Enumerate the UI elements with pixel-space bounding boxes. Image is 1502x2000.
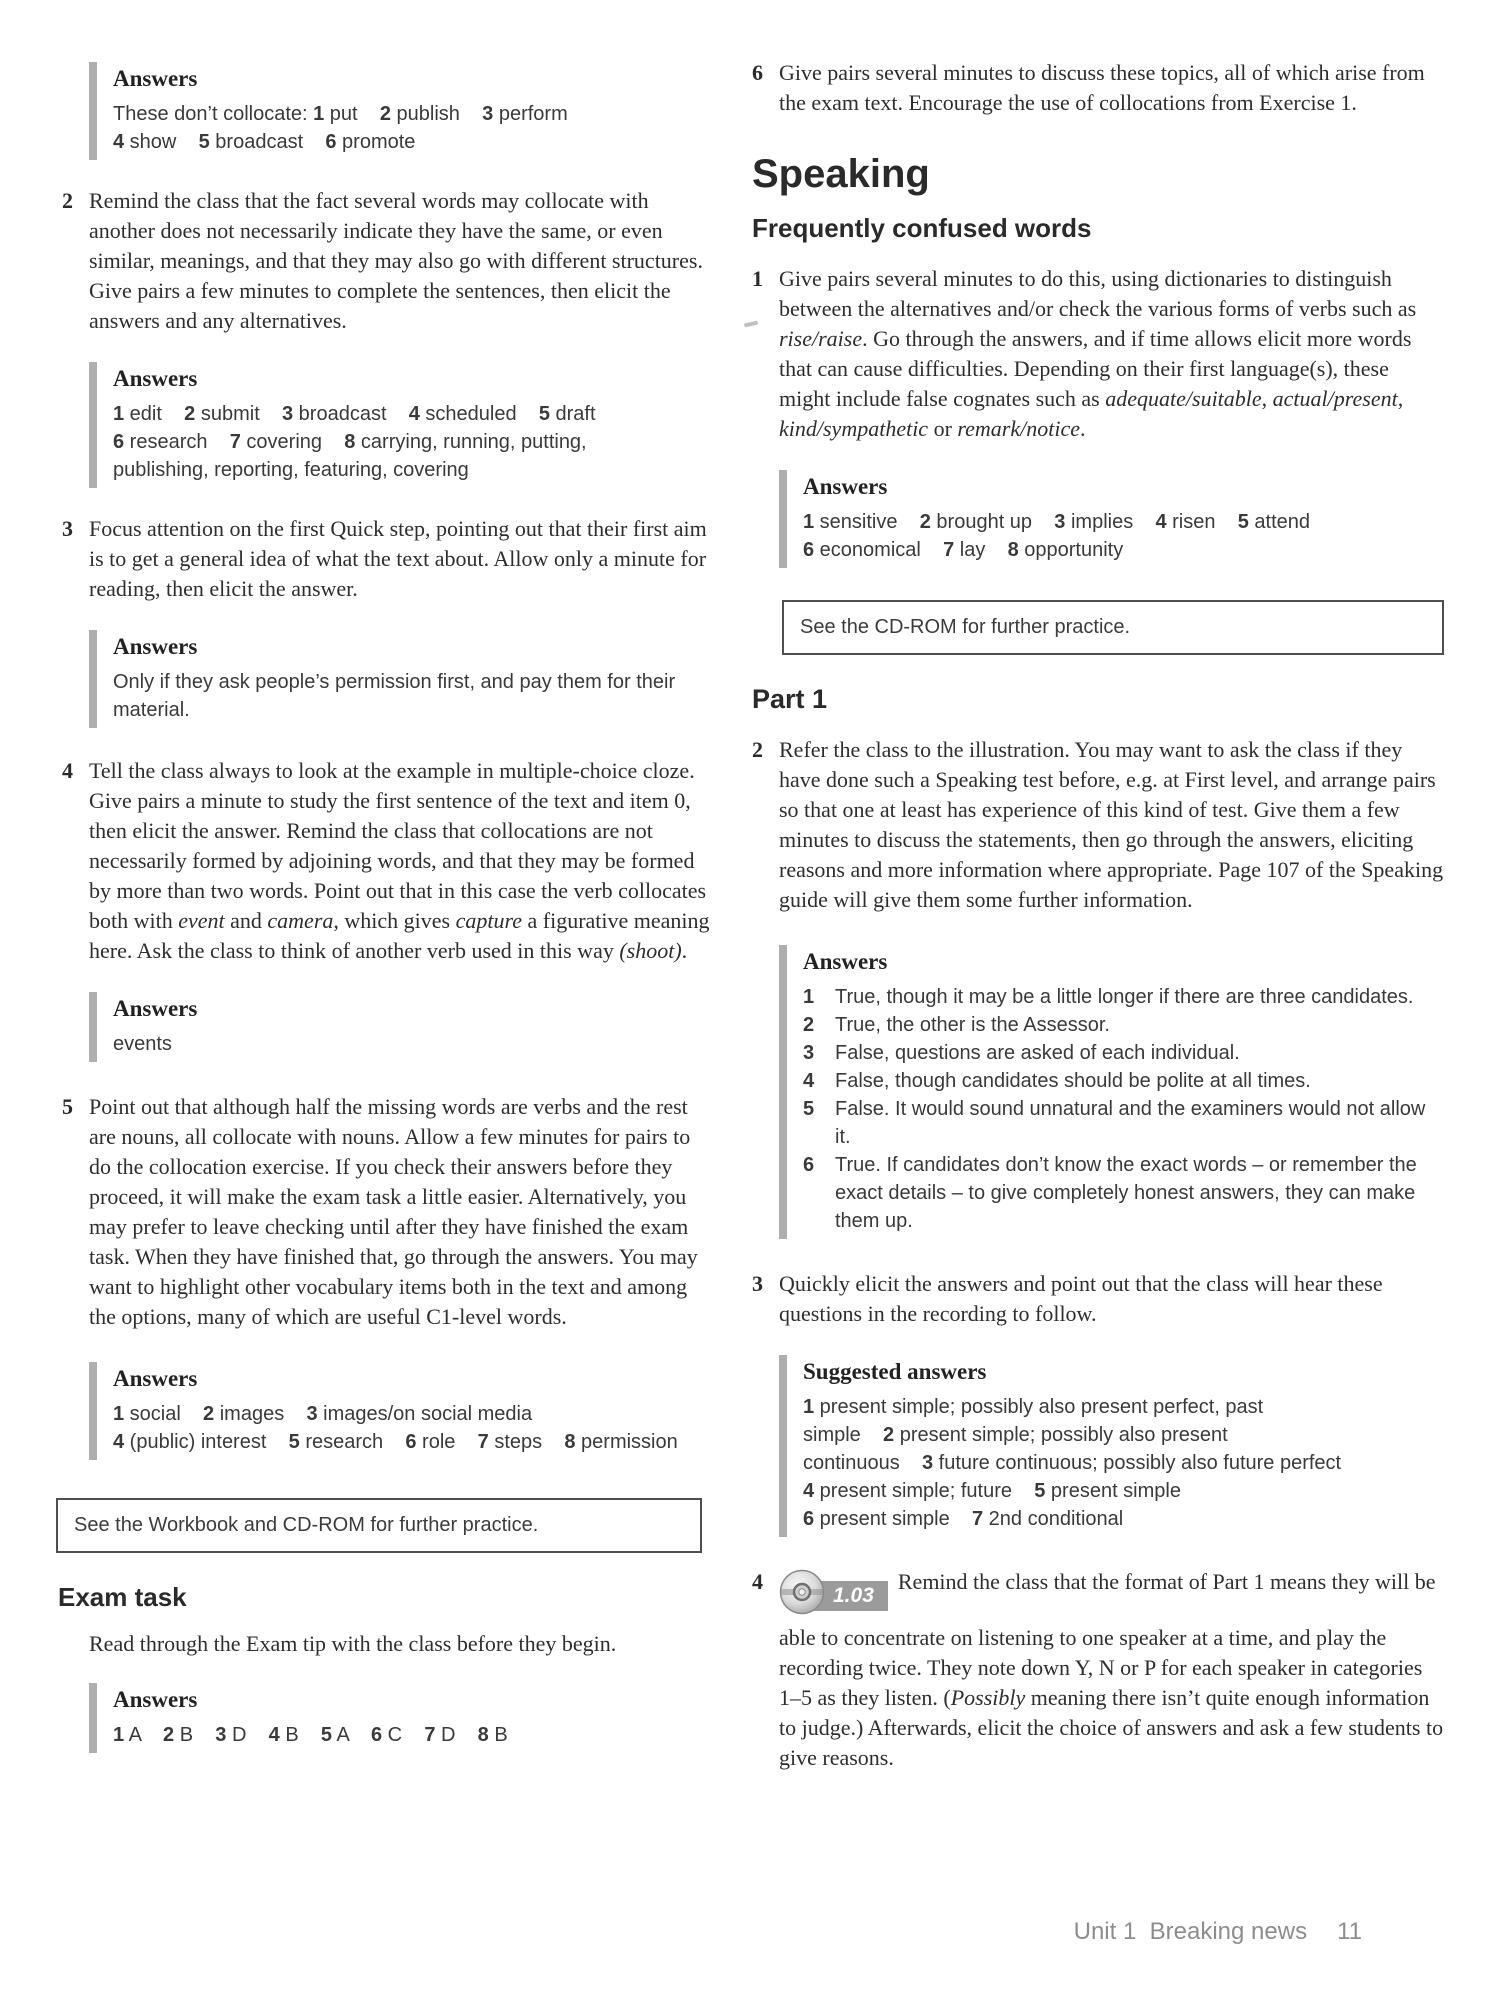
page-footer — [1074, 1918, 1362, 1946]
answers-box — [89, 62, 710, 160]
answers-box-title: Suggested answers — [803, 1359, 987, 1384]
answer-text: False. It would sound unnatural and the examiners would not allow it. — [835, 1098, 1426, 1148]
step-text — [89, 514, 710, 604]
text-run: (public) interest — [124, 1431, 289, 1453]
text-run: present simple — [814, 1508, 972, 1530]
text-run: 1 — [803, 511, 815, 533]
answer-line — [113, 428, 710, 456]
step-text — [779, 1269, 1444, 1329]
answer-line — [803, 536, 1444, 564]
text-run: C — [382, 1724, 425, 1746]
text-run: attend — [1248, 511, 1310, 533]
text-run: implies — [1065, 511, 1156, 533]
text-run: promote — [336, 131, 416, 153]
answer-list-item — [803, 983, 1444, 1011]
answers-box-body — [113, 1030, 710, 1058]
step-number: 6 — [752, 60, 763, 85]
text-run: social — [124, 1403, 204, 1425]
step-text — [89, 756, 710, 966]
cd-icon — [779, 1569, 825, 1623]
section-heading-speaking: Speaking — [752, 152, 930, 196]
answers-box-title: Answers — [113, 1366, 198, 1391]
text-run: kind/sympathetic — [779, 416, 929, 441]
instruction-step — [752, 264, 1444, 444]
text-run: . — [1080, 416, 1086, 441]
further-practice-text: See the Workbook and CD-ROM for further practice. — [74, 1514, 539, 1536]
text-run: steps — [488, 1431, 565, 1453]
text-run: , which gives — [333, 908, 456, 933]
text-run: . Go through the answers, and if time allows elicit more words that can cause difficulties. Depending on their first language(s), these might include false cognates such as — [779, 326, 1412, 411]
audio-track-badge: 1.03 — [813, 1581, 888, 1611]
answers-box-title: Answers — [113, 66, 198, 91]
instruction-step — [752, 1567, 1444, 1773]
text-run: 7 — [229, 431, 241, 453]
text-run: submit — [195, 403, 282, 425]
instruction-step — [62, 1092, 710, 1332]
text-run: 6 — [803, 539, 815, 561]
answer-text: True. If candidates don’t know the exact words – or remember the exact details – to give completely honest answers, they can make them up. — [835, 1154, 1417, 1232]
text-run: , — [1397, 386, 1404, 411]
text-run: D — [226, 1724, 269, 1746]
text-run: 2 — [184, 403, 196, 425]
text-run: 4 — [113, 131, 125, 153]
answer-line — [113, 1428, 710, 1456]
text-run: 3 — [921, 1452, 934, 1474]
text-run: scheduled — [419, 403, 539, 425]
text-run: brought up — [930, 511, 1055, 533]
subsection-heading-confused-words: Frequently confused words — [752, 213, 1092, 243]
text-run: These don’t collocate: — [113, 103, 314, 125]
text-run: edit — [124, 403, 185, 425]
text-run: 6 — [370, 1724, 383, 1746]
answer-line — [803, 1505, 1444, 1533]
text-run: 5 — [538, 403, 550, 425]
further-practice-note — [782, 600, 1444, 655]
text-run: B — [174, 1724, 216, 1746]
text-run: 3 — [281, 403, 294, 425]
step-number: 2 — [752, 737, 763, 762]
answer-text: True, the other is the Assessor. — [835, 1014, 1110, 1036]
text-run: 5 — [288, 1431, 300, 1453]
answer-number: 4 — [803, 1070, 815, 1092]
answers-box-body — [113, 668, 710, 724]
answers-box-title: Answers — [803, 949, 888, 974]
text-run: future continuous; possibly also future perfect — [933, 1452, 1342, 1474]
step-text — [779, 58, 1444, 118]
text-run: capture — [455, 908, 522, 933]
instruction-step — [752, 58, 1444, 118]
answers-box — [89, 1362, 710, 1460]
answers-box-body — [113, 400, 710, 484]
footer-page-number: 11 — [1337, 1918, 1362, 1945]
text-run: present simple; future — [814, 1480, 1035, 1502]
text-run: Tell the class always to look at the example in multiple-choice cloze. Give pairs a minute to study the first sentence of the text and item 0, then elicit the answer. Remind the class that collocations are not necessarily formed by adjoining words, and that they may be formed by more than two words. Point out that in this case the verb collocates both with — [89, 758, 707, 933]
answer-line — [113, 128, 710, 156]
answer-list-item — [803, 1011, 1444, 1039]
text-run: broadcast — [209, 131, 326, 153]
text-run: images — [214, 1403, 307, 1425]
text-run: broadcast — [293, 403, 409, 425]
answer-line — [113, 400, 710, 428]
instruction-step — [62, 186, 710, 336]
answer-line — [803, 508, 1444, 536]
answer-line — [803, 1421, 1444, 1449]
step-number: 2 — [62, 188, 73, 213]
text-run: 3 — [1054, 511, 1066, 533]
text-run: research — [124, 431, 230, 453]
text-run: Quickly elicit the answers and point out that the class will hear these questions in the recording to follow. — [779, 1271, 1383, 1326]
answers-box-body — [113, 1721, 710, 1749]
text-run: Give pairs several minutes to do this, using dictionaries to distinguish between the alternatives and/or check the various forms of verbs such as — [779, 266, 1417, 321]
text-run: and — [224, 908, 268, 933]
text-run: images/on social media — [317, 1403, 533, 1425]
text-run: continuous — [803, 1452, 922, 1474]
answers-box — [89, 992, 710, 1062]
text-run: 8 — [564, 1431, 576, 1453]
text-run: 1 — [313, 103, 325, 125]
instruction-step — [62, 756, 710, 966]
text-run: present simple; possibly also present perfect, past — [814, 1396, 1264, 1418]
text-run: B — [279, 1724, 321, 1746]
text-run: Point out that although half the missing words are verbs and the rest are nouns, all collocate with nouns. Allow a few minutes for pairs to do the collocation exercise. If you check their answers before they proceed, it will make the exam task a little easier. Alternatively, you may prefer to leave checking until after they have finished the exam task. When they have finished that, go through the answers. You may want to highlight other vocabulary items both in the text and among the options, many of which are useful C1-level words. — [89, 1094, 698, 1329]
answers-box — [89, 362, 710, 488]
text-run: Remind the class that the fact several words may collocate with another does not necessarily indicate they have the same, or even similar, meanings, and that they may also go with different structures. Give pairs a few minutes to complete the sentences, then elicit the answers and any alternatives. — [89, 188, 703, 333]
text-run: a figurative meaning here. Ask the class to think of another verb used in this way — [89, 908, 710, 963]
answers-box-body — [803, 983, 1444, 1235]
instruction-step — [62, 514, 710, 604]
text-run: A — [124, 1724, 164, 1746]
audio-track-marker — [779, 1569, 888, 1623]
answers-box — [779, 470, 1444, 568]
answers-box-body — [803, 1393, 1444, 1533]
answer-list-item — [803, 1039, 1444, 1067]
answer-line — [803, 1449, 1444, 1477]
text-run: 5 — [198, 131, 210, 153]
step-number: 4 — [62, 758, 73, 783]
further-practice-text: See the CD-ROM for further practice. — [800, 616, 1131, 638]
text-run: events — [113, 1033, 172, 1055]
text-run: remark/notice — [957, 416, 1080, 441]
text-run: 8 — [477, 1724, 489, 1746]
text-run: lay — [954, 539, 1008, 561]
text-run: event — [178, 908, 225, 933]
text-run: adequate/suitable — [1105, 386, 1262, 411]
text-run: 1 — [113, 403, 125, 425]
text-run: 4 — [803, 1480, 815, 1502]
suggested-answers-box — [779, 1355, 1444, 1537]
text-run: 2nd conditional — [983, 1508, 1124, 1530]
answer-list-item — [803, 1067, 1444, 1095]
text-run: permission — [575, 1431, 678, 1453]
answer-line — [113, 456, 710, 484]
answer-line — [803, 1477, 1444, 1505]
text-run: risen — [1166, 511, 1238, 533]
text-run: 7 — [424, 1724, 436, 1746]
step-text — [779, 1567, 1444, 1773]
text-run: Refer the class to the illustration. You may want to ask the class if they have done such a Speaking test before, e.g. at First level, and arrange pairs so that one at least has experience of this kind of test. Give them a few minutes to discuss the statements, then go through the answers, eliciting reasons and more information where appropriate. Page 107 of the Speaking guide will give them some further information. — [779, 737, 1444, 912]
text-run: 8 — [344, 431, 356, 453]
answer-text: False, though candidates should be polite at all times. — [835, 1070, 1311, 1092]
text-run: A — [332, 1724, 371, 1746]
text-run: simple — [803, 1424, 884, 1446]
text-run: 5 — [1034, 1480, 1046, 1502]
text-run: 6 — [325, 131, 337, 153]
text-run: 2 — [919, 511, 931, 533]
text-run: rise/raise — [779, 326, 863, 351]
text-run: 8 — [1007, 539, 1019, 561]
exam-task-text: Read through the Exam tip with the class before they begin. — [89, 1631, 617, 1656]
step-text — [89, 1092, 710, 1332]
text-run: camera — [267, 908, 334, 933]
text-run: sensitive — [814, 511, 920, 533]
text-run: opportunity — [1018, 539, 1124, 561]
answer-number: 2 — [803, 1014, 815, 1036]
text-run: 7 — [477, 1431, 489, 1453]
text-run: 4 — [268, 1724, 280, 1746]
text-run: perform — [493, 103, 568, 125]
answer-line — [113, 1721, 710, 1749]
text-run: put — [324, 103, 380, 125]
text-run: role — [416, 1431, 478, 1453]
text-run: carrying, running, putting, — [355, 431, 587, 453]
further-practice-note — [56, 1498, 702, 1553]
text-run: 3 — [215, 1724, 227, 1746]
text-run: 2 — [883, 1424, 895, 1446]
step-text — [779, 264, 1444, 444]
text-run: 4 — [408, 403, 420, 425]
text-run: 3 — [306, 1403, 318, 1425]
text-run: 2 — [163, 1724, 175, 1746]
footer-unit-title: Breaking news — [1149, 1918, 1308, 1945]
answers-box-title: Answers — [113, 366, 198, 391]
text-run: publishing, reporting, featuring, covering — [113, 459, 469, 481]
step-number: 3 — [62, 516, 73, 541]
text-run: research — [299, 1431, 406, 1453]
answer-line — [113, 1400, 710, 1428]
text-run: 7 — [971, 1508, 984, 1530]
answers-box-title: Answers — [113, 1687, 198, 1712]
answer-number: 1 — [803, 986, 815, 1008]
text-run: 1 — [803, 1396, 815, 1418]
step-text — [89, 186, 710, 336]
exam-task-heading: Exam task — [58, 1582, 187, 1612]
text-run: show — [124, 131, 199, 153]
answer-list-item — [803, 1095, 1444, 1151]
instruction-step — [752, 1269, 1444, 1329]
text-run: D — [435, 1724, 478, 1746]
text-run: covering — [240, 431, 345, 453]
answer-list-item — [803, 1151, 1444, 1235]
text-run: Focus attention on the first Quick step, pointing out that their first aim is to get a general idea of what the text about. Allow only a minute for reading, then elicit the answer. — [89, 516, 707, 601]
answer-number: 6 — [803, 1154, 815, 1176]
answers-box-body — [113, 1400, 710, 1456]
step-number: 5 — [62, 1094, 73, 1119]
step-number: 1 — [752, 266, 763, 291]
text-run: , — [1261, 386, 1273, 411]
text-run: 1 — [113, 1724, 125, 1746]
step-text — [779, 735, 1444, 915]
text-run: present simple — [1045, 1480, 1181, 1502]
footer-unit-label: Unit 1 — [1073, 1918, 1137, 1945]
text-run: 1 — [113, 1403, 125, 1425]
text-run: 7 — [943, 539, 955, 561]
text-run: B — [488, 1724, 508, 1746]
text-run: 6 — [803, 1508, 815, 1530]
text-run: economical — [814, 539, 944, 561]
answers-box — [89, 1683, 710, 1753]
text-run: Remind the class that the format of Part 1 means they will be able to concentrate on listening to one speaker at a time, and play the recording twice. They note down Y, N or P for each speaker in categories 1–5 as they listen. ( — [779, 1569, 1436, 1710]
answers-box-title: Answers — [803, 474, 888, 499]
answers-box-body — [113, 100, 710, 156]
answer-text: False, questions are asked of each individual. — [835, 1042, 1240, 1064]
step-number: 4 — [752, 1569, 763, 1594]
right-column — [752, 40, 1444, 1773]
text-run: Only if they ask people’s permission first, and pay them for their material. — [113, 671, 676, 721]
answers-box-title: Answers — [113, 996, 198, 1021]
text-run: 2 — [379, 103, 391, 125]
answer-number: 5 — [803, 1098, 815, 1120]
part1-heading: Part 1 — [752, 684, 828, 714]
text-run: meaning there isn’t quite enough information to judge.) Afterwards, elicit the choice of answers and ask a few students to give reasons. — [779, 1684, 1444, 1770]
answer-text: True, though it may be a little longer if there are three candidates. — [835, 986, 1414, 1008]
text-run: 5 — [1237, 511, 1249, 533]
text-run: 3 — [482, 103, 494, 125]
text-run: publish — [390, 103, 483, 125]
text-run: draft — [549, 403, 596, 425]
text-run: 5 — [320, 1724, 333, 1746]
text-run: 6 — [405, 1431, 417, 1453]
text-run: 6 — [113, 431, 125, 453]
text-run: Give pairs several minutes to discuss these topics, all of which arise from the exam text. Encourage the use of collocations from Exercise 1. — [779, 60, 1425, 115]
answer-line — [113, 100, 710, 128]
text-run: present simple; possibly also present — [894, 1424, 1228, 1446]
left-column — [58, 40, 710, 1753]
text-run: 4 — [1155, 511, 1167, 533]
answers-box — [89, 630, 710, 728]
text-run: Possibly — [950, 1684, 1026, 1710]
answers-box-title: Answers — [113, 634, 198, 659]
answer-line — [803, 1393, 1444, 1421]
text-run: . — [681, 938, 688, 963]
text-run: 2 — [203, 1403, 215, 1425]
answer-number: 3 — [803, 1042, 815, 1064]
answers-box-body — [803, 508, 1444, 564]
text-run: or — [928, 416, 958, 441]
step-number: 3 — [752, 1271, 763, 1296]
instruction-step — [752, 735, 1444, 915]
text-run: 4 — [113, 1431, 125, 1453]
answers-box — [779, 945, 1444, 1239]
text-run: actual/present — [1272, 386, 1398, 411]
text-run: (shoot) — [619, 938, 682, 963]
